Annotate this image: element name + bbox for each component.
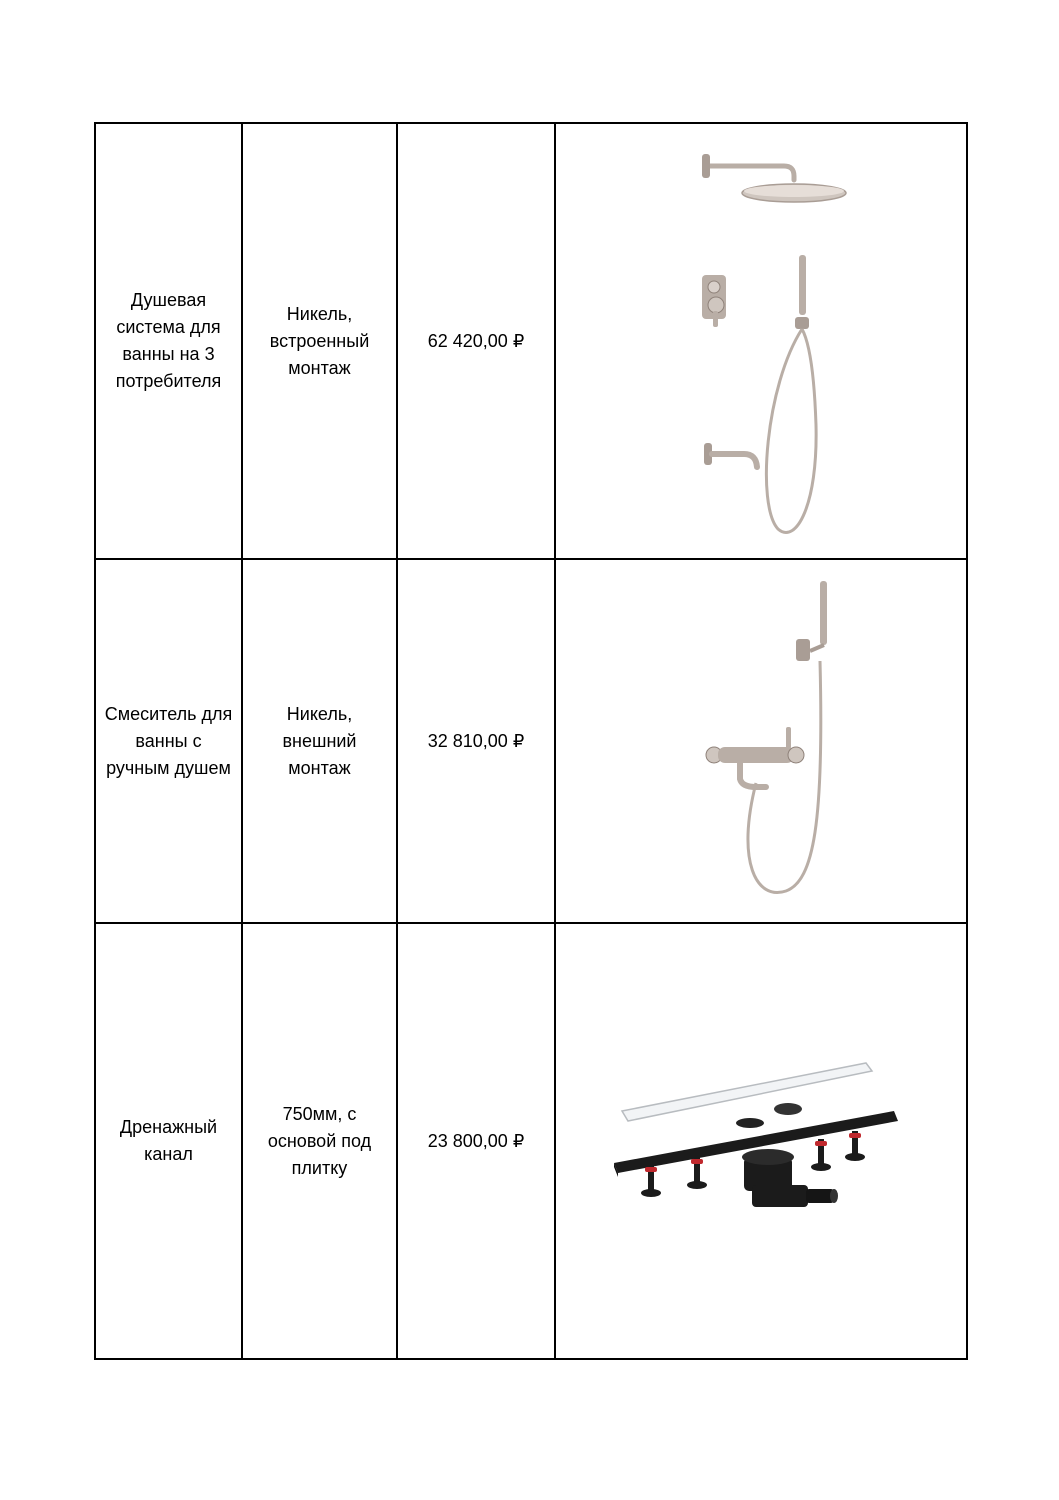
product-image-cell xyxy=(555,559,967,923)
product-price-cell xyxy=(397,559,555,923)
table-row xyxy=(95,923,967,1359)
product-price: 62 420,00 ₽ xyxy=(427,330,525,351)
product-description-cell xyxy=(242,923,397,1359)
product-name-cell xyxy=(95,123,242,559)
product-price-cell xyxy=(397,923,555,1359)
product-image-cell xyxy=(555,123,967,559)
product-price: 23 800,00 ₽ xyxy=(427,1130,525,1151)
product-name: Дренажный канал xyxy=(119,1117,218,1164)
product-description-cell xyxy=(242,123,397,559)
products-table xyxy=(94,122,968,1360)
shower-drain-channel-icon xyxy=(556,925,966,1357)
product-name: Смеситель для ванны с ручным душем xyxy=(104,703,233,778)
product-name: Душевая система для ванны на 3 потребителя xyxy=(115,290,222,391)
product-price-cell xyxy=(397,123,555,559)
concealed-bath-shower-set-icon xyxy=(556,125,966,557)
product-price: 32 810,00 ₽ xyxy=(427,730,525,751)
product-image-cell xyxy=(555,923,967,1359)
product-description-cell xyxy=(242,559,397,923)
product-name-cell xyxy=(95,559,242,923)
table-row xyxy=(95,559,967,923)
table-row xyxy=(95,123,967,559)
product-description: Никель, встроенный монтаж xyxy=(269,303,370,378)
product-description: Никель, внешний монтаж xyxy=(282,703,357,778)
product-name-cell xyxy=(95,923,242,1359)
product-description: 750мм, с основой под плитку xyxy=(267,1103,372,1178)
bath-mixer-hand-shower-icon xyxy=(556,561,966,921)
